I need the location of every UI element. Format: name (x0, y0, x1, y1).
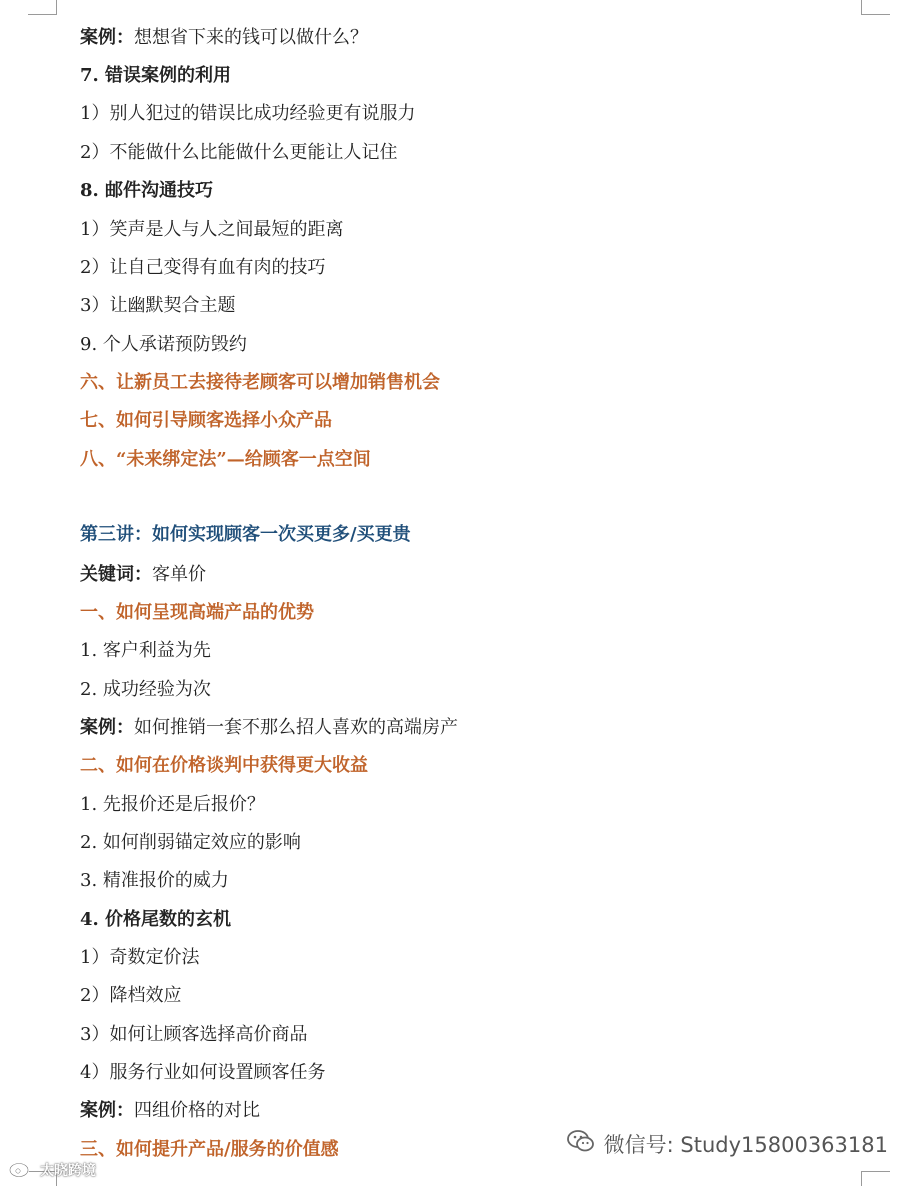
weibo-icon (8, 1158, 36, 1182)
page-corner-mark-top-left (28, 0, 57, 15)
lecture-heading: 第三讲：如何实现顾客一次买更多/买更贵 (80, 524, 411, 545)
keyword-label: 关键词： (80, 564, 152, 585)
wechat-watermark (566, 1128, 888, 1159)
case-label: 案例： (80, 27, 134, 48)
page-corner-mark-top-right (861, 0, 890, 15)
section-heading: 三、如何提升产品/服务的价值感 (80, 1139, 339, 1160)
case-label: 案例： (80, 1100, 134, 1121)
case-line (80, 716, 458, 740)
list-item: 9. 个人承诺预防毁约 (80, 334, 247, 355)
subsection-heading: 8. 邮件沟通技巧 (80, 180, 214, 201)
list-item: 2）降档效应 (80, 985, 182, 1006)
section-heading: 二、如何在价格谈判中获得更大收益 (80, 755, 368, 776)
case-line (80, 26, 368, 50)
page-corner-mark-bottom-right (861, 1171, 890, 1186)
list-item: 2）让自己变得有血有肉的技巧 (80, 257, 326, 278)
wechat-id-text: 微信号: Study15800363181 (603, 1132, 888, 1157)
case-text: 如何推销一套不那么招人喜欢的高端房产 (134, 717, 458, 738)
section-heading: 六、让新员工去接待老顾客可以增加销售机会 (80, 372, 440, 393)
list-item: 3）如何让顾客选择高价商品 (80, 1024, 308, 1045)
list-item: 1）奇数定价法 (80, 947, 200, 968)
list-item: 1）笑声是人与人之间最短的距离 (80, 219, 344, 240)
source-watermark (8, 1158, 96, 1182)
keyword-text: 客单价 (152, 564, 206, 585)
list-item: 4）服务行业如何设置顾客任务 (80, 1062, 326, 1083)
section-heading: 一、如何呈现高端产品的优势 (80, 602, 314, 623)
case-line (80, 1099, 260, 1123)
list-item: 2. 如何削弱锚定效应的影响 (80, 832, 301, 853)
wechat-icon (566, 1128, 596, 1159)
list-item: 1. 先报价还是后报价？ (80, 794, 265, 815)
keyword-line (80, 563, 206, 587)
case-text: 想想省下来的钱可以做什么？ (134, 27, 368, 48)
subsection-heading: 7. 错误案例的利用 (80, 65, 232, 86)
list-item: 1. 客户利益为先 (80, 640, 211, 661)
source-name-text: 太晓跨境 (40, 1163, 96, 1179)
list-item: 3）让幽默契合主题 (80, 295, 236, 316)
case-text: 四组价格的对比 (134, 1100, 260, 1121)
list-item: 1）别人犯过的错误比成功经验更有说服力 (80, 103, 416, 124)
list-item: 3. 精准报价的威力 (80, 870, 229, 891)
section-heading: 七、如何引导顾客选择小众产品 (80, 410, 332, 431)
section-heading: 八、“未来绑定法”—给顾客一点空间 (80, 449, 371, 470)
list-item: 2）不能做什么比能做什么更能让人记住 (80, 142, 398, 163)
case-label: 案例： (80, 717, 134, 738)
list-item: 2. 成功经验为次 (80, 679, 211, 700)
subsection-heading: 4. 价格尾数的玄机 (80, 909, 232, 930)
